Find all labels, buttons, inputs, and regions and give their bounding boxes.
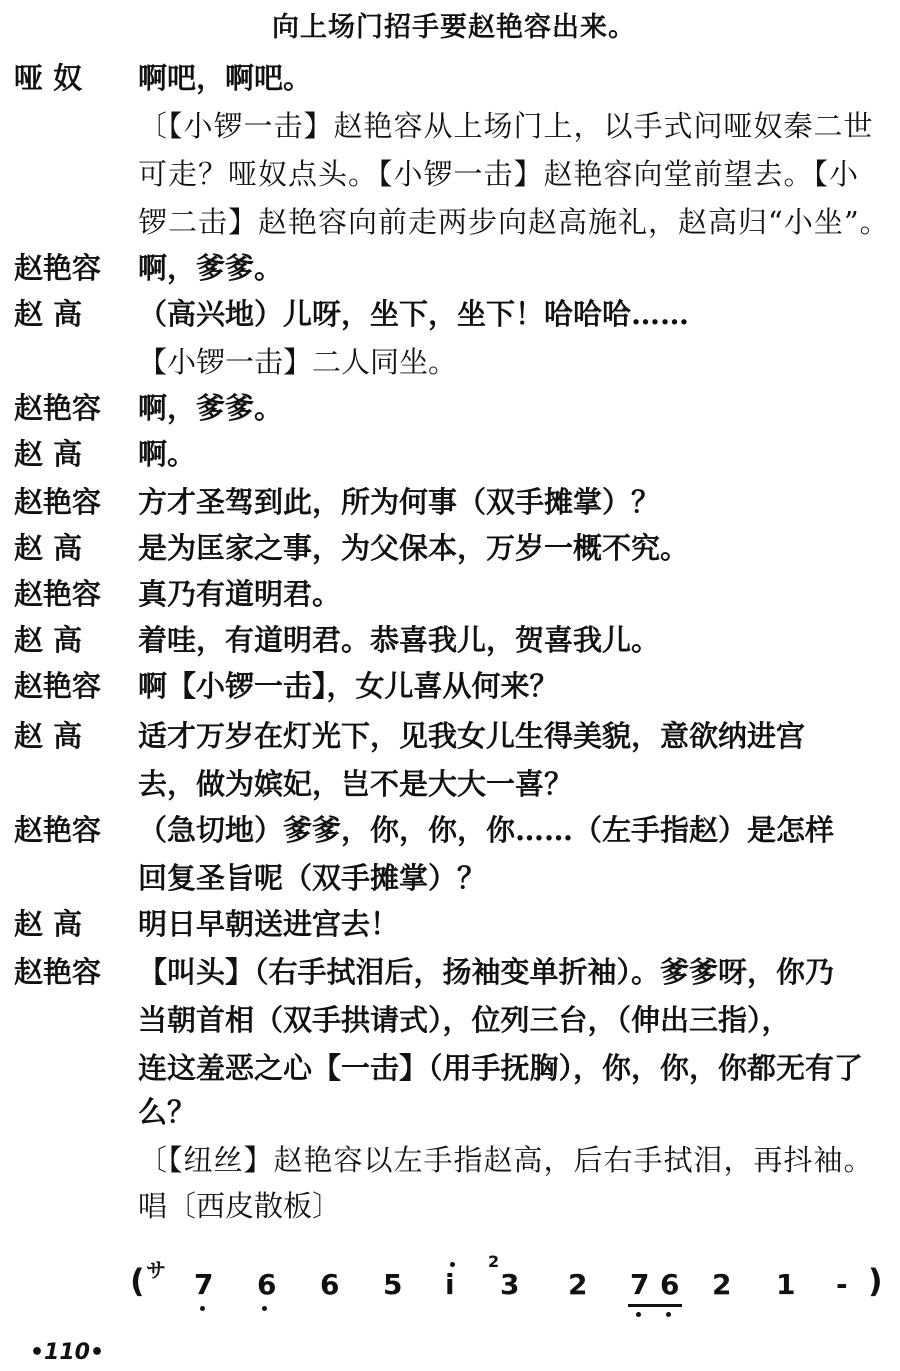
dialogue-text: 方才圣驾到此，所为何事（双手摊掌）？ (138, 485, 661, 519)
dialogue-text: 啊，爹爹。 (138, 251, 284, 285)
speaker-name: 赵 高 (14, 719, 83, 753)
note: - (836, 1268, 848, 1301)
grace-note: 2 (488, 1252, 500, 1271)
note: 7 (194, 1268, 214, 1301)
stage-direction-text: 【小锣一击】二人同坐。 (138, 345, 458, 379)
dialogue-text: 着哇，有道明君。恭喜我儿，贺喜我儿。 (138, 623, 661, 657)
note: 5 (383, 1268, 403, 1301)
speaker-name: 赵艳容 (14, 955, 102, 989)
dialogue-text: 啊吧，啊吧。 (138, 61, 313, 95)
speaker-name: 赵艳容 (14, 251, 102, 285)
stage-direction-text: 锣二击】赵艳容向前走两步向赵高施礼，赵高归“小坐”。 (138, 205, 890, 239)
speaker-name: 赵 高 (14, 297, 83, 331)
low-octave-dot (262, 1306, 267, 1311)
stage-direction-header: 向上场门招手要赵艳容出来。 (272, 12, 636, 43)
speaker-name: 赵艳容 (14, 577, 102, 611)
notation-close-paren: ) (868, 1262, 883, 1300)
music-notation (130, 1252, 890, 1338)
stage-direction-text: 可走？哑奴点头。【小锣一击】赵艳容向堂前望去。【小 (138, 157, 860, 191)
speaker-name: 赵艳容 (14, 669, 102, 703)
dialogue-text: 啊。 (138, 437, 197, 471)
dialogue-text: （急切地）爹爹，你，你，你……（左手指赵）是怎样 (138, 813, 835, 847)
speaker-name: 赵 高 (14, 907, 83, 941)
free-meter-mark: サ (146, 1258, 166, 1282)
dialogue-text: 适才万岁在灯光下，见我女儿生得美貌，意欲纳进宫 (138, 719, 806, 753)
speaker-name: 赵 高 (14, 531, 83, 565)
note: 7 (630, 1268, 650, 1301)
note: 6 (660, 1268, 680, 1301)
speaker-name: 赵 高 (14, 437, 83, 471)
note: i (445, 1268, 455, 1301)
note: 6 (257, 1268, 277, 1301)
dialogue-text: 是为匡家之事，为父保本，万岁一概不究。 (138, 531, 690, 565)
stage-direction-text: 〔【纽丝】赵艳容以左手指赵高，后右手拭泪，再抖袖。 (138, 1143, 874, 1177)
note: 3 (500, 1268, 520, 1301)
speaker-name: 赵艳容 (14, 391, 102, 425)
dialogue-text: 啊，爹爹。 (138, 391, 284, 425)
dialogue-text: 回复圣旨呢（双手摊掌）？ (138, 861, 487, 895)
note: 6 (320, 1268, 340, 1301)
note: 1 (776, 1268, 796, 1301)
notation-open-paren: ( (130, 1262, 145, 1300)
dialogue-text: 明日早朝送进宫去！ (138, 907, 400, 941)
dialogue-text: （高兴地）儿呀，坐下，坐下！哈哈哈…… (138, 297, 690, 331)
dialogue-text: 真乃有道明君。 (138, 577, 342, 611)
dialogue-text: 去，做为嫔妃，岂不是大大一喜？ (138, 767, 574, 801)
dialogue-text: 当朝首相（双手拱请式），位列三台，（伸出三指）， (138, 1003, 791, 1037)
stage-direction-text: 〔【小锣一击】赵艳容从上场门上，以手式问哑奴秦二世 (138, 109, 874, 143)
low-octave-dot (636, 1312, 641, 1317)
page-number: •110• (30, 1340, 105, 1365)
dialogue-text: 啊【小锣一击】，女儿喜从何来？ (138, 669, 559, 703)
note: 2 (568, 1268, 588, 1301)
speaker-name: 赵艳容 (14, 485, 102, 519)
speaker-name: 赵 高 (14, 623, 83, 657)
dialogue-text: 连这羞恶之心【一击】（用手抚胸），你，你，你都无有了 (138, 1051, 864, 1085)
dialogue-text: 么？ (138, 1095, 197, 1129)
speaker-name: 哑 奴 (14, 61, 83, 95)
dialogue-text: 【叫头】（右手拭泪后，扬袖变单折袖）。爹爹呀，你乃 (138, 955, 835, 989)
singing-cue: 唱〔西皮散板〕 (138, 1189, 342, 1223)
low-octave-dot (200, 1306, 205, 1311)
speaker-name: 赵艳容 (14, 813, 102, 847)
note: 2 (712, 1268, 732, 1301)
low-octave-dot (666, 1312, 671, 1317)
eighth-note-beam (628, 1304, 682, 1307)
high-octave-dot (450, 1262, 455, 1267)
